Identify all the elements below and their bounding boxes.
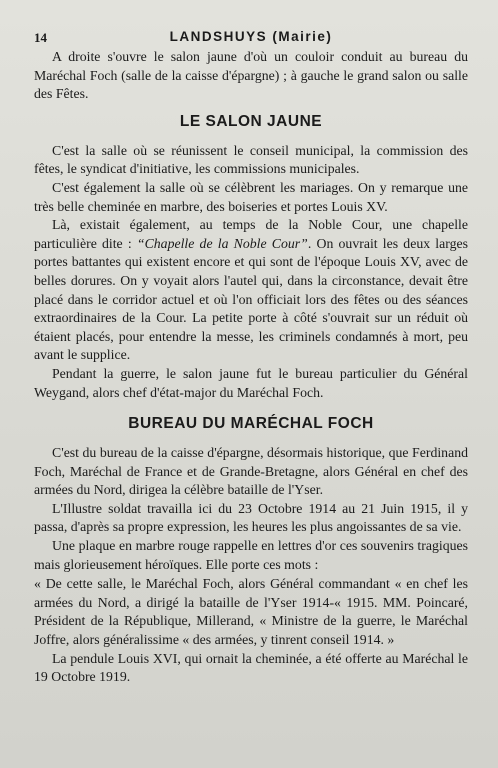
bureau-paragraph-3: Une plaque en marbre rouge rappelle en lettres d'or ces souvenirs tragiques mais glorieusement héroïques. Elle porte ces mots : bbox=[34, 538, 468, 572]
salon-paragraph-3-end: . On ouvrait les deux larges portes battantes qui existent encore et qui sont de l'époque Louis XV, avec de belles dorures. On y voyait alors l'autel qui, dans la circonstance, devait être placé dans le corridor actuel et où l'on officiait lors des fêtes ou des séances extraordinaires de la Cour. La petite porte à côté s'ouvrait sur un réduit où étaient placés, pour entendre la messe, les criminels condamnés à mort, peu avant le supplice. bbox=[34, 235, 468, 363]
intro-paragraph: A droite s'ouvre le salon jaune d'où un couloir conduit au bureau du Maréchal Foch (salle de la caisse d'épargne) ; à gauche le grand salon ou salle des Fêtes. bbox=[34, 49, 468, 102]
plaque-quote: « De cette salle, le Maréchal Foch, alors Général commandant « en chef les armées du Nord, a dirigé la bataille de l'Yser 1914-« 1915. MM. Poincaré, Président de la République, Millerand, « Ministre de la guerre, le Maréchal Joffre, alors généralissime « des armées, y tinrent conseil 1914. » bbox=[34, 576, 468, 648]
salon-paragraph-1: C'est la salle où se réunissent le conseil municipal, la commission des fêtes, le syndicat d'initiative, les commissions municipales. bbox=[34, 142, 468, 177]
section-title-bureau-foch: BUREAU DU MARÉCHAL FOCH bbox=[128, 415, 374, 433]
running-header bbox=[34, 28, 468, 48]
salon-paragraph-2: C'est également la salle où se célèbrent les mariages. On y remarque une très belle cheminée en marbre, des boiseries et portes Louis XV. bbox=[34, 179, 468, 214]
chapelle-name: “Chapelle de la Noble Cour” bbox=[136, 235, 308, 251]
bureau-paragraph-4: La pendule Louis XVI, qui ornait la cheminée, a été offerte au Maréchal le 19 Octobre 1919. bbox=[34, 650, 468, 685]
page-number: 14 bbox=[34, 30, 47, 45]
bureau-paragraph-1: C'est du bureau de la caisse d'épargne, désormais historique, que Ferdinand Foch, Maréchal de France et de Grande-Bretagne, alors Général en chef des armées du Nord, dirigea la célèbre bataille de l'Yser. bbox=[34, 445, 468, 498]
running-title: LANDSHUYS (Mairie) bbox=[169, 29, 333, 44]
salon-paragraph-4: Pendant la guerre, le salon jaune fut le bureau particulier du Général Weygand, alors chef d'état-major du Maréchal Foch. bbox=[34, 365, 468, 400]
plaque-inscription bbox=[34, 575, 468, 649]
salon-paragraph-3-start: Là, existait également, au temps de la Noble Cour, une chapelle particulière dite : bbox=[34, 217, 468, 251]
salon-paragraph-3 bbox=[34, 216, 468, 365]
bureau-paragraph-2: L'Illustre soldat travailla ici du 23 Octobre 1914 au 21 Juin 1915, il y passa, d'après sa propre expression, les heures les plus angoissantes de sa vie. bbox=[34, 500, 468, 535]
section-title-salon-jaune: LE SALON JAUNE bbox=[179, 112, 323, 130]
